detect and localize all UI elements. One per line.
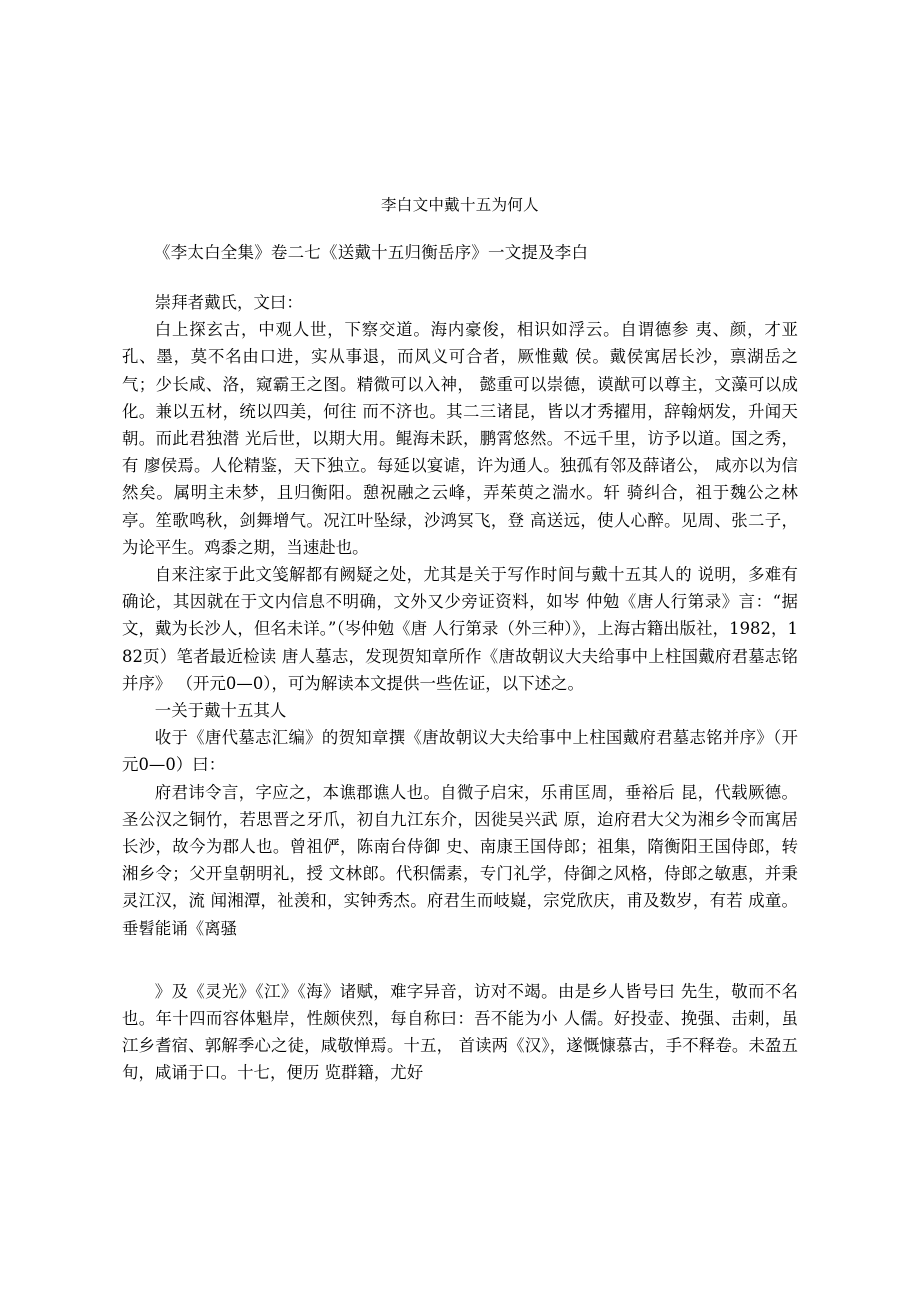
paragraph-quoted-preface: 白上探玄古，中观人世，下察交道。海内豪俊，相识如浮云。自谓德参 夷、颜，才亚孔、墨，莫不名由口进，实从事退，而风义可合者，厥惟戴 侯。戴侯寓居长沙，禀湖岳之气；少长咸、洛，窥霸王之图。精微可以入神， 懿重可以崇德，谟猷可以尊主，文藻可以成化。兼以五材，统以四美，何往 而不济也。其二三诸昆，皆以才秀擢用，辞翰炳发，升闻天朝。而此君独潜 光后世，以期大用。鲲海未跃，鹏霄悠然。不远千里，访予以道。国之秀，有 廖侯焉。人伦精鉴，天下独立。每延以宴谑，许为通人。独孤有邻及薛诸公， 咸亦以为信然矣。属明主未梦，且归衡阳。憩祝融之云峰，弄茱萸之湍水。轩 骑纠合，祖于魏公之林亭。笙歌鸣秋，剑舞增气。况江叶坠绿，沙鸿冥飞，登 高送远，使人心醉。见周、张二子，为论平生。鸡黍之期，当速赴也。 bbox=[122, 320, 798, 557]
document-subtitle: 《李太白全集》卷二七《送戴十五归衡岳序》一文提及李白 bbox=[154, 243, 589, 262]
paragraph-worship-intro: 崇拜者戴氏，文曰： bbox=[154, 293, 303, 312]
paragraph-section-heading: 一关于戴十五其人 bbox=[154, 701, 287, 721]
document-content bbox=[122, 192, 798, 1087]
paragraph-break-spacer bbox=[122, 942, 798, 978]
paragraph-epitaph-intro: 收于《唐代墓志汇编》的贺知章撰《唐故朝议大夫给事中上柱国戴府君墓志铭并序》（开元0—0）曰： bbox=[122, 728, 798, 775]
paragraph-epitaph-body-second: 》及《灵光》《江》《海》诸赋，难字异音，访对不竭。由是乡人皆号曰 先生，敬而不名也。年十四而容体魁岸，性颇侠烈，每自称曰：吾不能为小 人儒。好投壶、挽强、击刺，虽江乡耆宿、郭解季心之徒，咸敬惮焉。十五， 首读两《汉》，遂慨慷慕古，手不释卷。未盈五旬，咸诵于口。十七，便历 览群籍，尤好 bbox=[122, 981, 798, 1083]
paragraph-epitaph-body-first: 府君讳令言，字应之，本谯郡谯人也。自微子启宋，乐甫匡周，垂裕后 昆，代载厥德。圣公汉之铜竹，若思晋之牙爪，初自九江东介，因徙吴兴武 原，迨府君大父为湘乡令而寓居长沙，故今为郡人也。曾祖俨，陈南台侍御 史、南康王国侍郎；祖集，隋衡阳王国侍郎，转湘乡令；父开皇朝明礼，授 文林郎。代积儒素，专门礼学，侍御之风格，侍郎之敏惠，并秉灵江汉，流 闻湘潭，祉羡和，实钟秀杰。府君生而岐嶷，宗党欣庆，甫及数岁，有若 成童。垂髫能诵《离骚 bbox=[122, 782, 798, 938]
page-title: 李白文中戴十五为何人 bbox=[380, 196, 539, 214]
paragraph-commentary: 自来注家于此文笺解都有阙疑之处，尤其是关于写作时间与戴十五其人的 说明，多难有确论，其因就在于文内信息不明确，文外又少旁证资料，如岑 仲勉《唐人行第录》言：“据文，戴为长沙人，但名未详。”（岑仲勉《唐 人行第录（外三种）》，上海古籍出版社，1982，182页）笔者最近检读 唐人墓志，发现贺知章所作《唐故朝议大夫给事中上柱国戴府君墓志铭并序》 （开元0—0），可为解读本文提供一些佐证，以下述之。 bbox=[122, 565, 798, 693]
